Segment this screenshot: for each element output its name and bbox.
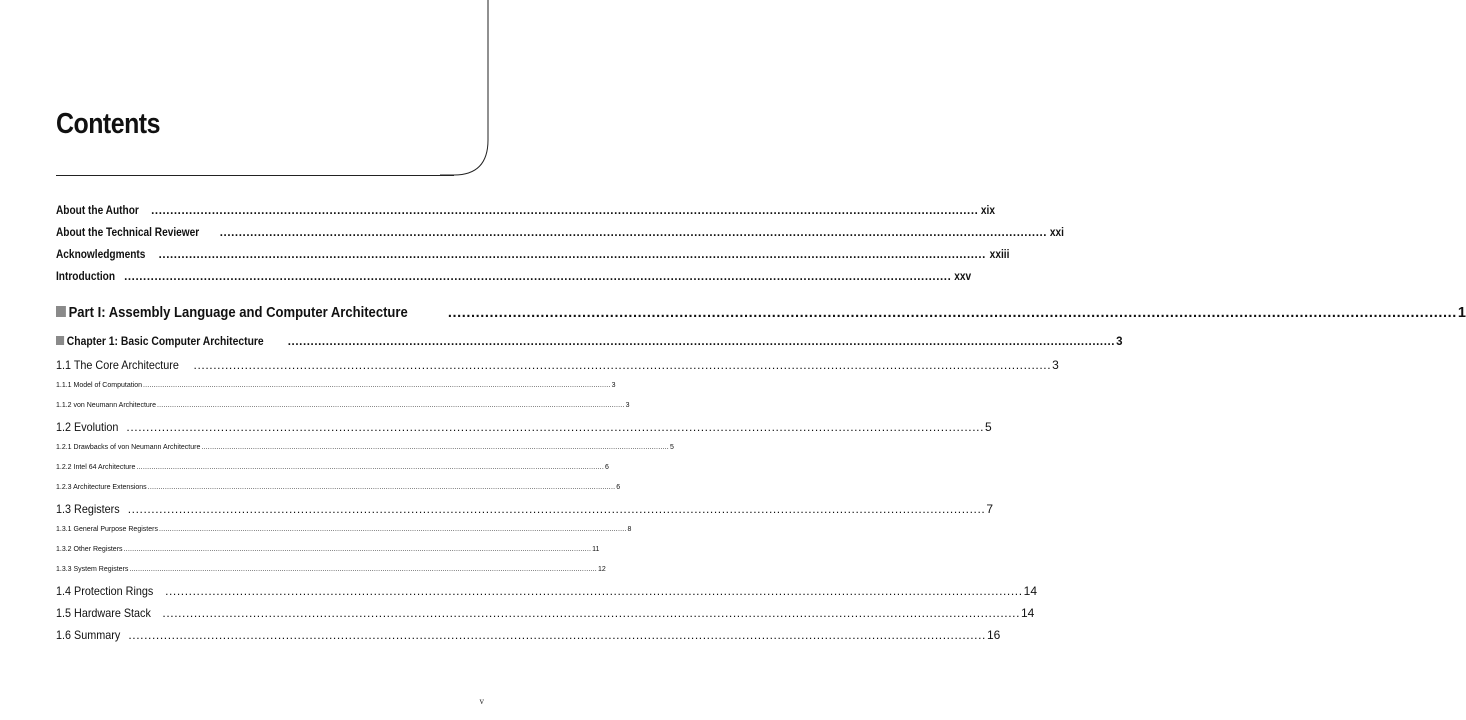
toc-entry-page: 3 [1116, 336, 1123, 348]
dot-leader: .......................................................................................................................................................................................................................... [151, 205, 979, 217]
toc-entry-page: xix [981, 205, 996, 217]
toc-entry-title: 1.1.2 von Neumann Architecture [56, 402, 157, 409]
toc-entry-title: 1.1.1 Model of Computation [56, 382, 142, 389]
toc-entry-subsection[interactable] [56, 458, 609, 478]
toc-entry-introduction[interactable] [56, 266, 972, 288]
toc-entry-part-1[interactable] [56, 296, 1466, 330]
dot-leader: .......................................................................................................................................................................................................................... [165, 584, 1023, 598]
toc-entry-section[interactable] [56, 580, 1038, 602]
toc-entry-page: 5 [669, 444, 674, 451]
dot-leader: .......................................................................................................................................................................................................................... [201, 444, 669, 451]
dot-leader: .......................................................................................................................................................................................................................... [447, 305, 1457, 321]
toc-entry-acknowledgments[interactable] [56, 244, 1010, 266]
dot-leader: .......................................................................................................................................................................................................................... [123, 546, 592, 553]
toc-entry-page: 7 [986, 502, 993, 516]
toc-entry-subsection[interactable] [56, 438, 674, 458]
toc-entry-section[interactable] [56, 416, 992, 438]
toc-entry-subsection[interactable] [56, 540, 600, 560]
toc-entry-title: 1.3.3 System Registers [56, 566, 129, 573]
toc-entry-page: xxv [954, 271, 972, 283]
toc-entry-title: 1.2 Evolution [56, 420, 119, 434]
toc-entry-title: Introduction [56, 271, 116, 283]
toc-entry-page: 6 [604, 464, 609, 471]
dot-leader: .......................................................................................................................................................................................................................... [162, 606, 1020, 620]
toc-entry-page: xxi [1049, 227, 1065, 239]
toc-entry-title: 1.2.3 Architecture Extensions [56, 484, 147, 491]
gray-square-icon [56, 306, 66, 317]
dot-leader: .......................................................................................................................................................................................................................... [147, 484, 616, 491]
header-rule [56, 175, 454, 176]
dot-leader: .......................................................................................................................................................................................................................... [124, 271, 952, 283]
toc-entry-title: Acknowledgments [56, 249, 146, 261]
toc-entry-page: 12 [597, 566, 606, 573]
toc-entry-subsection[interactable] [56, 376, 616, 396]
dot-leader: .......................................................................................................................................................................................................................... [127, 502, 986, 516]
toc-entry-page: 3 [611, 382, 616, 389]
toc-entry-page: 3 [625, 402, 630, 409]
dot-leader: .......................................................................................................................................................................................................................... [129, 566, 597, 573]
toc-entry-chapter-1[interactable] [56, 330, 1123, 354]
toc-entry-section[interactable] [56, 602, 1035, 624]
table-of-contents [56, 200, 1466, 646]
toc-entry-page: 5 [985, 420, 992, 434]
toc-entry-section[interactable] [56, 354, 1059, 376]
toc-entry-title: 1.3 Registers [56, 502, 120, 516]
toc-entry-title: 1.1 The Core Architecture [56, 358, 179, 372]
toc-entry-page: 16 [986, 628, 1001, 642]
toc-entry-section[interactable] [56, 624, 1001, 646]
toc-entry-page: 8 [627, 526, 632, 533]
dot-leader: .......................................................................................................................................................................................................................... [287, 336, 1116, 348]
toc-entry-title: About the Technical Reviewer [56, 227, 200, 239]
dot-leader: .......................................................................................................................................................................................................................... [143, 382, 611, 389]
toc-entry-title: 1.6 Summary [56, 628, 121, 642]
toc-entry-title: About the Author [56, 205, 139, 217]
dot-leader: .......................................................................................................................................................................................................................... [158, 249, 986, 261]
toc-entry-subsection[interactable] [56, 478, 621, 498]
toc-entry-section[interactable] [56, 498, 993, 520]
dot-leader: .......................................................................................................................................................................................................................... [126, 420, 984, 434]
toc-entry-page: 6 [616, 484, 621, 491]
page-title: Contents [56, 108, 160, 140]
toc-entry-title: 1.5 Hardware Stack [56, 606, 151, 620]
dot-leader: .......................................................................................................................................................................................................................... [193, 358, 1052, 372]
dot-leader: .......................................................................................................................................................................................................................... [128, 628, 986, 642]
toc-entry-page: 1 [1457, 305, 1466, 321]
toc-entry-page: xxiii [989, 249, 1010, 261]
toc-entry-page: 3 [1052, 358, 1059, 372]
toc-entry-subsection[interactable] [56, 396, 630, 416]
toc-entry-technical-reviewer[interactable] [56, 222, 1065, 244]
dot-leader: .......................................................................................................................................................................................................................... [136, 464, 604, 471]
toc-entry-page: 14 [1021, 606, 1035, 620]
toc-entry-title: 1.3.1 General Purpose Registers [56, 526, 158, 533]
toc-entry-title: Chapter 1: Basic Computer Architecture [66, 336, 264, 348]
gray-square-icon [56, 336, 64, 345]
toc-entry-title: 1.3.2 Other Registers [56, 546, 123, 553]
toc-entry-title: 1.2.1 Drawbacks of von Neumann Architecture [56, 444, 201, 451]
toc-entry-title: Part I: Assembly Language and Computer Architecture [68, 305, 408, 321]
dot-leader: .......................................................................................................................................................................................................................... [219, 227, 1048, 239]
page-number: v [479, 696, 484, 706]
toc-entry-about-author[interactable] [56, 200, 996, 222]
toc-entry-page: 11 [592, 546, 600, 553]
dot-leader: .......................................................................................................................................................................................................................... [157, 402, 625, 409]
toc-entry-title: 1.4 Protection Rings [56, 584, 154, 598]
toc-entry-subsection[interactable] [56, 560, 606, 580]
toc-entry-title: 1.2.2 Intel 64 Architecture [56, 464, 136, 471]
toc-entry-subsection[interactable] [56, 520, 632, 540]
dot-leader: .......................................................................................................................................................................................................................... [158, 526, 627, 533]
header-corner-curve [440, 0, 504, 180]
toc-entry-page: 14 [1023, 584, 1038, 598]
